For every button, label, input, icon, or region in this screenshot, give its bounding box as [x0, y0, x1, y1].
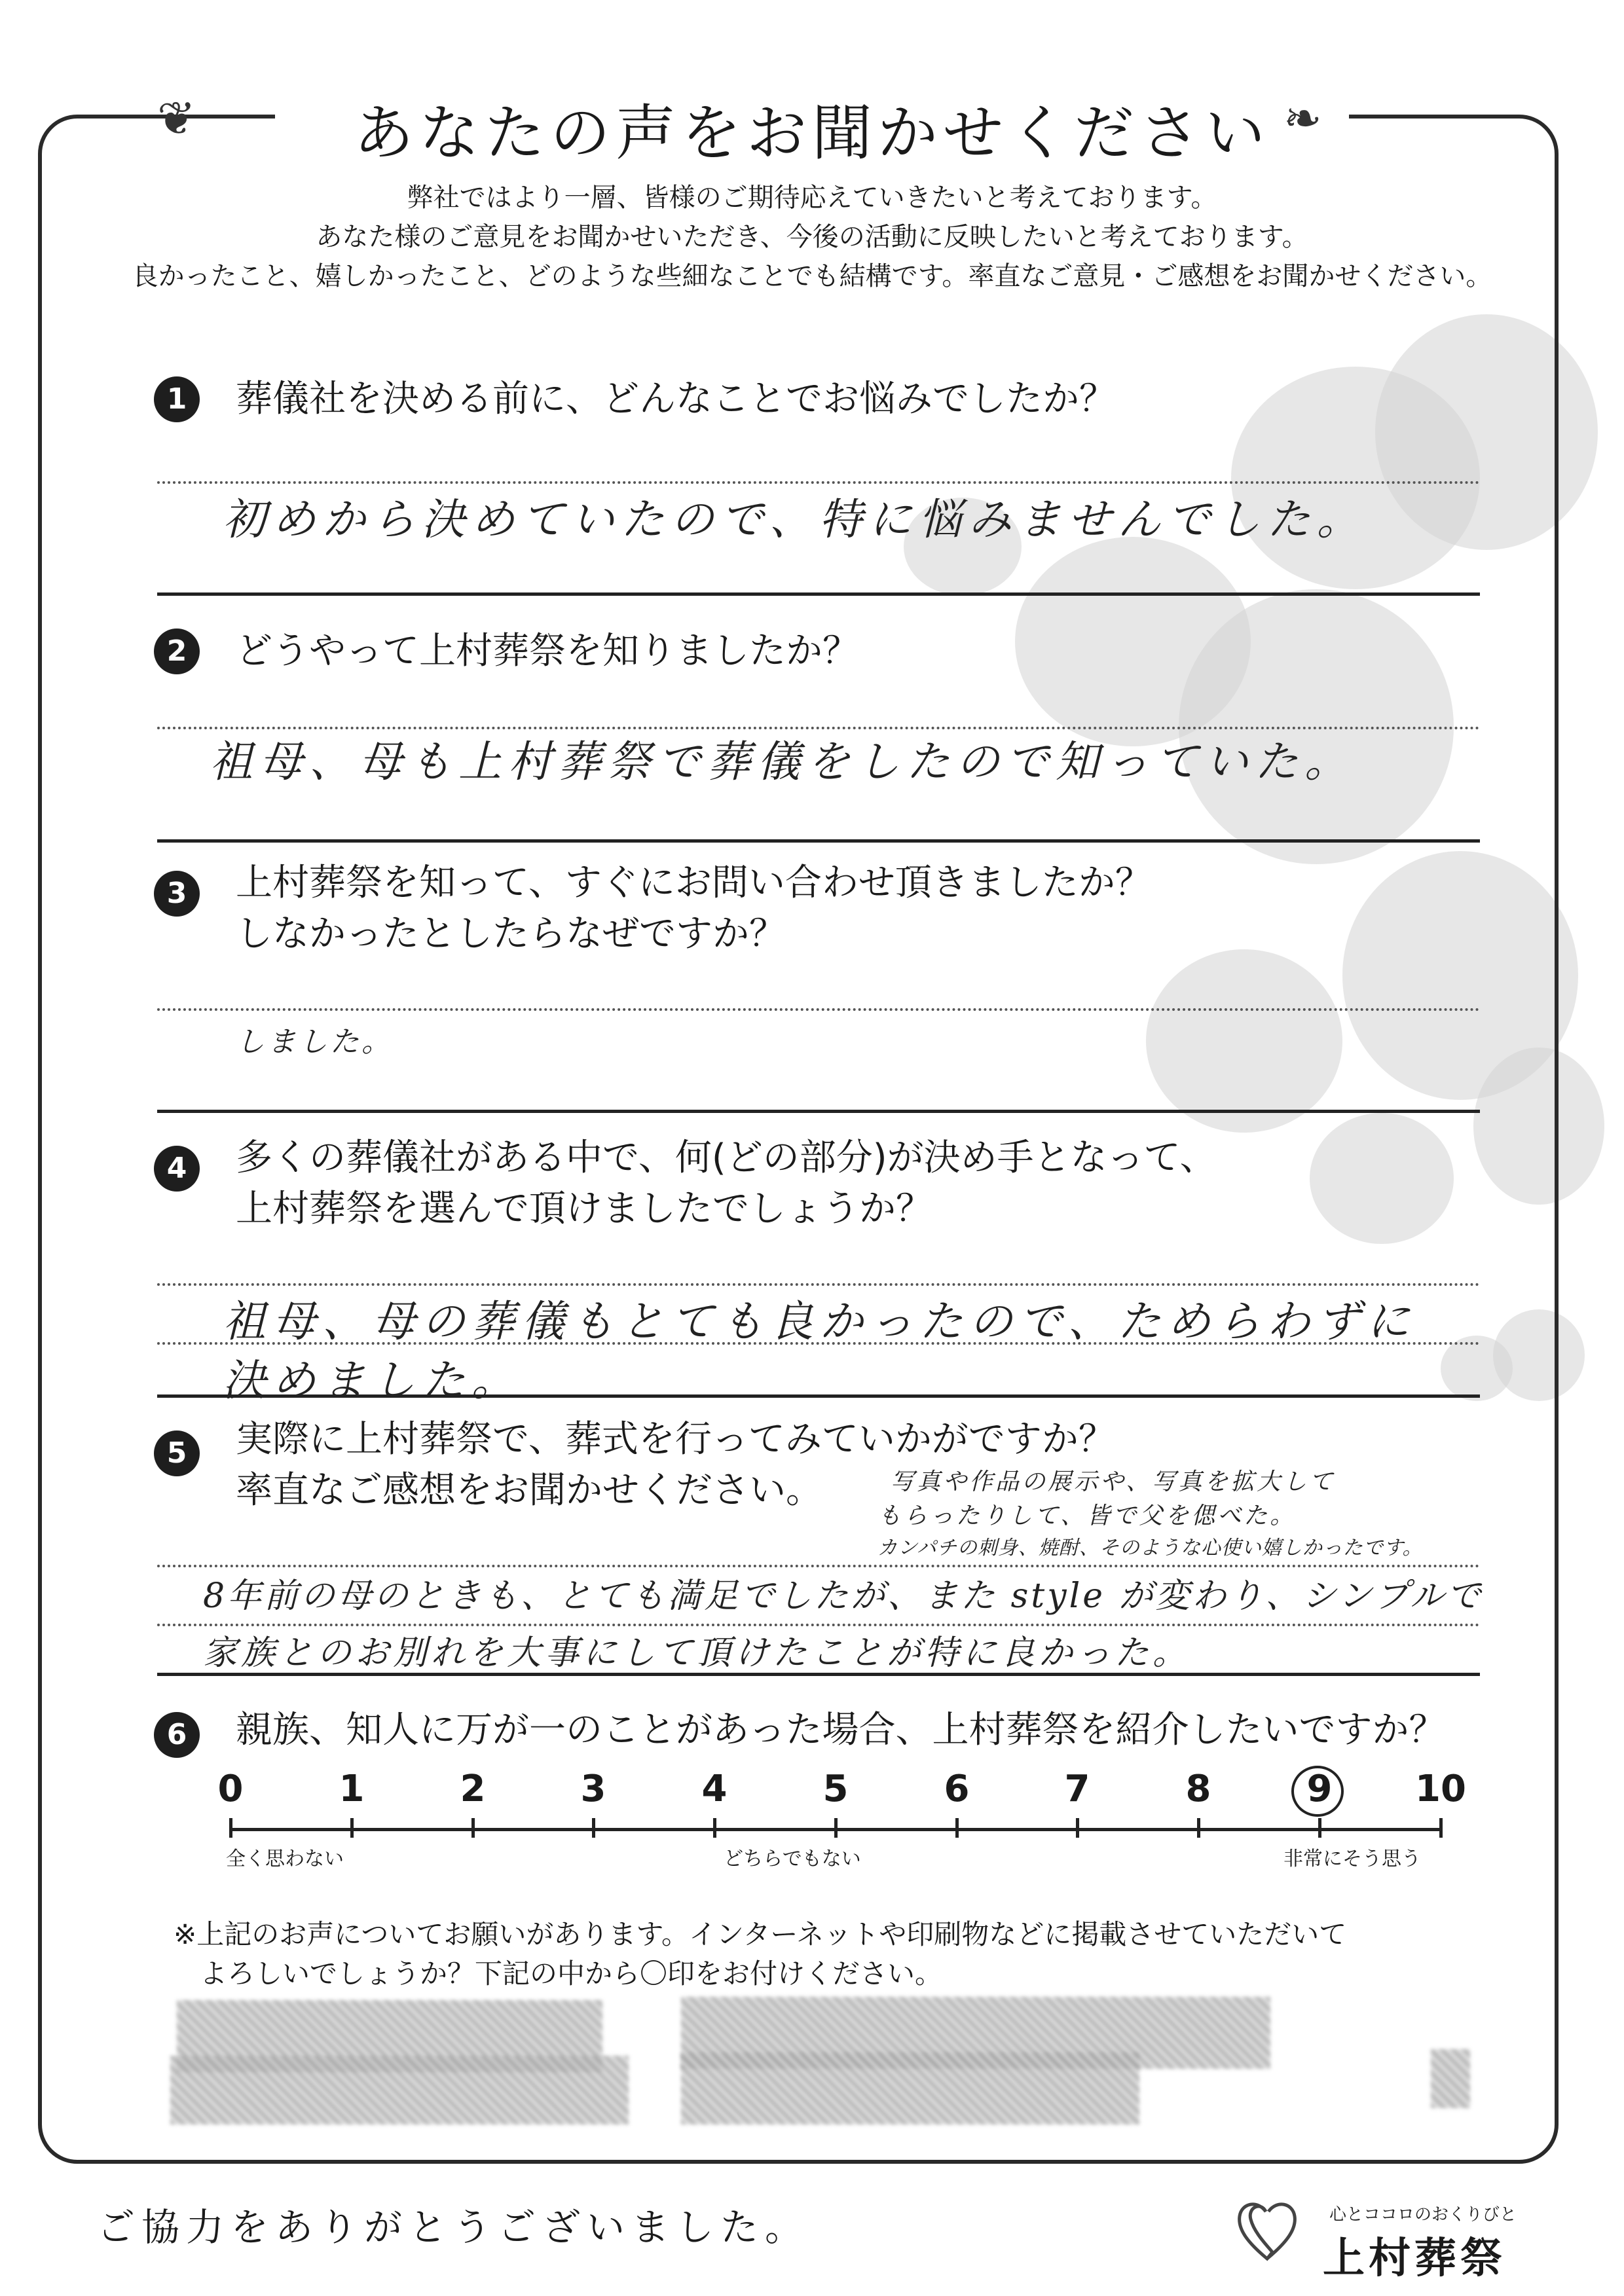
- scale-option-10[interactable]: 10: [1415, 1768, 1466, 1810]
- handwritten-note: 写真や作品の展示や、写真を拡大して: [891, 1468, 1336, 1495]
- redacted-area: [1431, 2049, 1470, 2108]
- scale-tick: [1439, 1818, 1443, 1838]
- handwritten-answer: 家族とのお別れを大事にして頂けたことが特に良かった。: [203, 1633, 1191, 1673]
- question-text: どうやって上村葬祭を知りましたか？: [236, 630, 859, 672]
- scale-tick: [713, 1818, 716, 1838]
- logo-tagline: 心とココロのおくりびと: [1329, 2205, 1517, 2225]
- question-text: 親族、知人に万が一のことがあった場合、上村葬祭を紹介したいですか？: [236, 1709, 1446, 1751]
- question-text: 葬儀社を決める前に、どんなことでお悩みでしたか？: [236, 378, 1116, 420]
- redacted-area: [170, 2056, 629, 2124]
- dotted-rule: [157, 481, 1480, 484]
- dotted-rule: [157, 1565, 1480, 1567]
- question-number: 3: [154, 871, 200, 917]
- redacted-area: [681, 2052, 1139, 2124]
- question-number: 4: [154, 1146, 200, 1192]
- answer-rule: [157, 839, 1480, 843]
- scale-option-6[interactable]: 6: [944, 1768, 970, 1810]
- handwritten-answer: 決めました。: [223, 1355, 521, 1406]
- scale-tick: [955, 1818, 959, 1838]
- flourish-left-icon: ❦: [157, 92, 196, 145]
- question-number: 6: [154, 1712, 200, 1758]
- handwritten-note: もらったりして、皆で父を偲べた。: [877, 1503, 1297, 1529]
- question-text: 上村葬祭を知って、すぐにお問い合わせ頂きましたか？ しなかったとしたらなぜですか？: [236, 862, 1152, 955]
- question-text: 多くの葬儀社がある中で、何(どの部分)が決め手となって、 上村葬祭を選んで頂けましたでしょうか？: [236, 1137, 1217, 1230]
- publication-note: ※上記のお声についてお願いがあります。インターネットや印刷物などに掲載させていただいて よろしいでしょうか？下記の中から〇印をお付けください。: [174, 1918, 1347, 1990]
- dotted-rule: [157, 1342, 1480, 1345]
- intro-text: 弊社ではより一層、皆様のご期待応えていきたいと考えております。 あなた様のご意見をお聞かせいただき、今後の活動に反映したいと考えております。 良かったこと、嬉しかったこと、どのような些細なことでも結構です。率直なご意見・ご感想をお聞かせください。: [132, 183, 1492, 291]
- answer-rule: [157, 592, 1480, 596]
- scale-label-high: 非常にそう思う: [1283, 1848, 1421, 1870]
- handwritten-answer: 初めから決めていたので、特に悩みませんでした。: [223, 494, 1367, 545]
- selected-rating-circle: [1291, 1766, 1344, 1817]
- handwritten-answer: 祖母、母も上村葬祭で葬儀をしたので知っていた。: [210, 737, 1354, 787]
- scale-option-7[interactable]: 7: [1064, 1768, 1090, 1810]
- company-logo: 上村葬祭: [1323, 2234, 1506, 2283]
- thank-you-message: ご協力をありがとうございました。: [97, 2205, 810, 2250]
- question-text: 実際に上村葬祭で、葬式を行ってみていかがですか？ 率直なご感想をお聞かせください。: [236, 1418, 1115, 1512]
- handwritten-answer: しました。: [236, 1025, 393, 1059]
- scale-option-8[interactable]: 8: [1185, 1768, 1211, 1810]
- scale-option-9[interactable]: 9: [1306, 1768, 1333, 1810]
- scale-option-0[interactable]: 0: [217, 1768, 244, 1810]
- scale-label-low: 全く思わない: [226, 1848, 344, 1870]
- scale-option-3[interactable]: 3: [580, 1768, 606, 1810]
- handwritten-answer: 8年前の母のときも、とても満足でしたが、また style が変わり、シンプルで: [203, 1576, 1484, 1616]
- handwritten-note: カンパチの刺身、焼酎、そのような心使い嬉しかったです。: [877, 1537, 1423, 1559]
- scale-label-mid: どちらでもない: [724, 1848, 861, 1870]
- scale-option-4[interactable]: 4: [701, 1768, 728, 1810]
- scale-tick: [471, 1818, 475, 1838]
- scale-option-5[interactable]: 5: [822, 1768, 849, 1810]
- scale-option-1[interactable]: 1: [339, 1768, 365, 1810]
- answer-rule: [157, 1110, 1480, 1113]
- flourish-right-icon: ❧: [1283, 92, 1322, 145]
- question-number: 1: [154, 376, 200, 422]
- question-number: 2: [154, 629, 200, 674]
- question-number: 5: [154, 1430, 200, 1476]
- scale-tick: [1318, 1818, 1321, 1838]
- answer-rule: [157, 1673, 1480, 1676]
- scale-tick: [592, 1818, 595, 1838]
- scale-tick: [834, 1818, 838, 1838]
- dotted-rule: [157, 1283, 1480, 1286]
- scale-tick: [229, 1818, 232, 1838]
- scale-tick: [1197, 1818, 1200, 1838]
- scale-tick: [350, 1818, 354, 1838]
- dotted-rule: [157, 1008, 1480, 1011]
- heart-logo-icon: [1234, 2193, 1300, 2265]
- scale-tick: [1076, 1818, 1079, 1838]
- scale-option-2[interactable]: 2: [460, 1768, 486, 1810]
- answer-rule: [157, 1394, 1480, 1398]
- handwritten-answer: 祖母、母の葬儀もとても良かったので、ためらわずに: [223, 1296, 1416, 1347]
- page-title: あなたの声をお聞かせください: [353, 98, 1270, 168]
